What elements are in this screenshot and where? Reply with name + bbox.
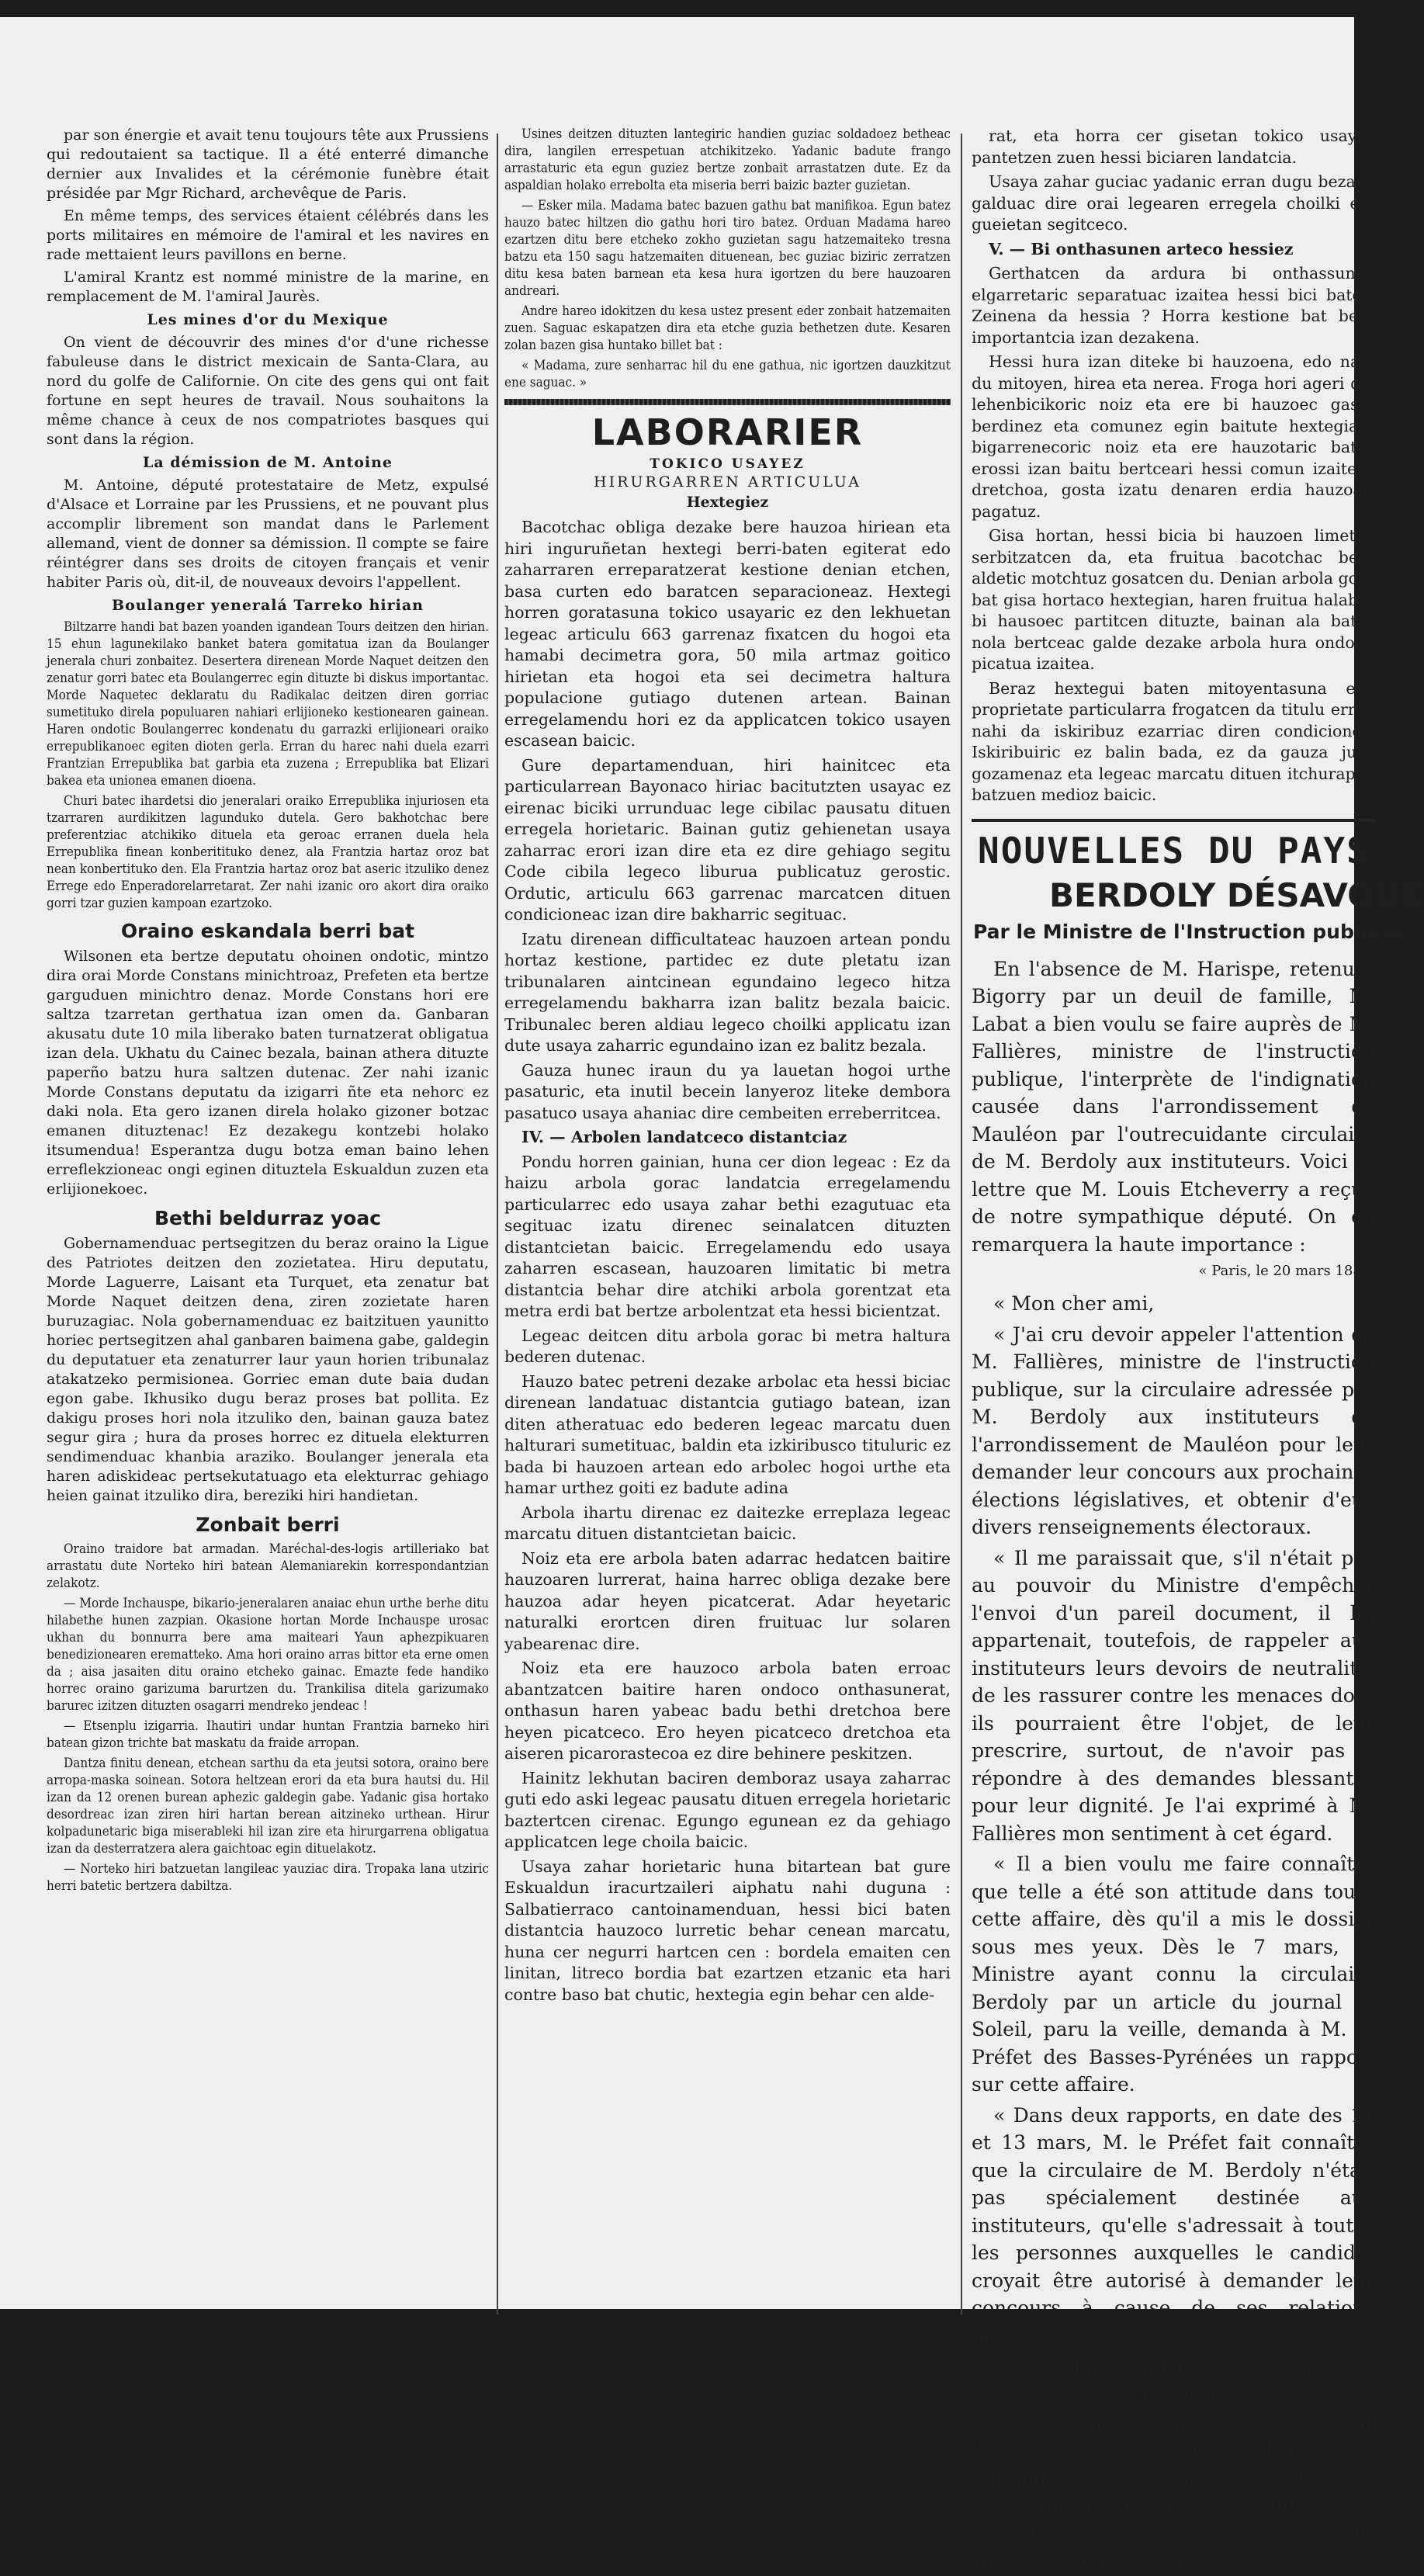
paragraph: « Il a bien voulu me faire connaître que telle a été son attitude dans toute cette affaire, dès qu'il a mis le dossier sous mes yeux. Dès le 7 mars, le Ministre ayant connu la circulaire Berdoly par un article du journal le Soleil, paru la veille, demanda à M. le Préfet des Basses-Pyrénées un rapport sur cette affaire. — [972, 1853, 1375, 2096]
paragraph: Usines deitzen dituzten lantegiric handien guziac soldadoez betheac dira, langilen errespetuan atchikitzeko. Yadanic badute frango arrastaturic eta egun guziez bertze zonbait arrastatzen dute. Ez da aspaldian holako errebolta eta miseria berri baizic bazter guzietan. — [504, 127, 951, 193]
article-heading: Hextegiez — [686, 494, 769, 511]
paragraph: Legeac deitcen ditu arbola gorac bi metra haltura bederen dutenac. — [504, 1326, 951, 1366]
column-middle — [504, 126, 951, 2009]
byline: Par le Ministre de l'Instruction publique — [973, 920, 1408, 943]
paragraph: Beraz hextegui baten mitoyentasuna edo proprietate particularra frogatcen da titulu erran nahi da iskiribuz ezarriac diren condicionez. Iskiribuiric ez balin bada, ez da gauza juya gozamenaz eta legeac marcatu dituen itchurapen batzuen medioz baicic. — [972, 678, 1375, 804]
paragraph: — Norteko hiri batzuetan langileac yauziac dira. Tropaka lana utziric herri batetic bertzera dabiltza. — [47, 1861, 489, 1894]
section-subtitle: TOKICO USAYEZ — [650, 456, 806, 472]
paragraph: — Morde Inchauspe, bikario-jeneralaren anaiac ehun urthe berhe ditu hilabethe hunen zazpian. Okasione hortan Morde Inchauspe urosac ukhan du bonnurra bere ama maiteari Yaun aphezpikuaren benedizionearen erematteko. Ama hori oraino arras bittor eta erne omen da ; aisa jasaiten ditu oraino etcheko gainac. Emazte fede handiko horrec oraino garizuma barurtzen du. Trankilisa ditela garizumako barurec izitzen dituzten osagarri mendreko jendeac ! — [47, 1596, 489, 1714]
paragraph: M. Antoine, député protestataire de Metz, expulsé d'Alsace et Lorraine par les Prussiens, et ne pouvant plus accomplir librement son mandat dans le Parlement allemand, vient de donner sa démission. Il compte se faire réintégrer dans ses droits de citoyen français et venir habiter Paris où, dit-il, de nouveaux devoirs l'appellent. — [47, 477, 489, 591]
article-heading: V. — Bi onthasunen arteco hessiez — [989, 239, 1294, 258]
section-title: LABORARIER — [591, 411, 864, 453]
paragraph: Churi batec ihardetsi dio jeneralari oraiko Errepublika injuriosen eta tzarraren aurdikitzen lagunduko dutela. Gero bakhotchac bere preferentziac atchikiko dituela eta geroac erranen duela hela Errepublika finean konberitituko denez, ala Frantzia hartaz oroz bat nean konbertituko den. Ela Frantzia hartaz oroz bat aseric itzuliko denez Errege edo Enperadorelarretarat. Zer nahi izanic oro akort dira oraiko gorri tzar guzien kampoan ezartzoko. — [47, 793, 489, 911]
paragraph: Gisa hortan, hessi bicia bi hauzoen limetan serbitzatcen da, eta fruitua bacotchac bere aldetic motchtuz gosatcen du. Denian arbola gora bat gisa hortaco hextegian, haren fruitua halaber bi hausoec partitcen dituzte, bainan ala batec nola bertceac galde dezake arbola hura ondotic picatua izaitea. — [972, 526, 1375, 673]
column-divider — [961, 133, 962, 2314]
column-right — [972, 126, 1424, 2576]
paragraph: — Esker mila. Madama batec bazuen gathu bat manifikoa. Egun batez hauzo batec hiltzen dio gathu hori tiro batez. Orduan Madama hareo ezartzen ditu bere etcheko zokho guzietan sagu hatzemaiteko tresna batzu eta 150 sagu hatzemaiten dituenean, bec guziac biziric zerratzen ditu kesa baten barnean eta kesa hura igortzen du bere hauzoaren andreari. — [504, 198, 951, 299]
paragraph: Hauzo batec petreni dezake arbolac eta hessi biciac direnean landatuac distantcia gutiago batean, izan diten atheratuac edo bederen legeac marcatu duen halturari sumetituac, baldin eta izkiribusco tituluric ez bada bi hauzoen artean edo arbolec hogoi urthe eta hamar urthez goiti ez badute adina — [504, 1371, 951, 1497]
section-heading: Oraino eskandala berri bat — [120, 920, 415, 942]
headline: BERDOLY DÉSAVOUÉ — [1049, 875, 1424, 914]
newspaper-page — [0, 17, 1424, 2571]
paragraph: En l'absence de M. Harispe, retenu à Bigorry par un deuil de famille, M. Labat a bien voulu se faire auprès de M. Fallières, ministre de l'instruction publique, l'interprète de l'indignation causée dans l'arrondissement de Mauléon par l'outrecuidante circulaire de M. Berdoly aux instituteurs. Voici la lettre que M. Louis Etcheverry a reçue de notre sympathique député. On en remarquera la haute importance : — [972, 957, 1375, 1256]
paragraph: Noiz eta ere arbola baten adarrac hedatcen baitire hauzoaren lurrerat, haina harrec obliga dezake bere hauzoa adar heyen picatcerat. Adar heyetaric naturalki erortcen diren fruituac lur solaren yabearenac dire. — [504, 1548, 951, 1653]
paragraph: Arbola ihartu direnac ez daitezke erreplaza legeac marcatu dituen distantcietan baicic. — [504, 1503, 951, 1543]
paragraph: « M. le Préfet terminait en protestant contre le soupçon que la circulaire eût été conçue ou inspirée par l'administration supérieure. Il défendait notamment de ce reproche M. Davenet, conseiller de préfecture et ami de M. Berdoly, et assurait qu'il n'était pour rien dans l'envoi de la circulaire. — [972, 2355, 1375, 2571]
paragraph: Usaya zahar guciac yadanic erran dugu bezala, galduac dire orai legearen erregela choilki eta gueietan segitceco. — [972, 172, 1375, 234]
paragraph: Oraino traidore bat armadan. Maréchal-des-logis artilleriako bat arrastatu dute Norteko hiri batean Alemaniarekin korrespondantzian zelakotz. — [47, 1541, 489, 1591]
paragraph: L'amiral Krantz est nommé ministre de la marine, en remplacement de M. l'amiral Jaurès. — [47, 269, 489, 305]
paragraph: « Il me paraissait que, s'il n'était pas au pouvoir du Ministre d'empêcher l'envoi d'un pareil document, il lui appartenait, toutefois, de rappeler aux instituteurs leurs devoirs de neutralité, de les rassurer contre les menaces dont ils pourraient être l'objet, de leur prescrire, surtout, de n'avoir pas à répondre à des demandes blessantes pour leur dignité. Je l'ai exprimé à M. Fallières mon sentiment à cet égard. — [972, 1546, 1375, 1845]
section-heading: Bethi beldurraz yoac — [154, 1207, 382, 1229]
paragraph: En même temps, des services étaient célébrés dans les ports militaires en mémoire de l'amiral et les navires en rade mettaient leurs pavillons en berne. — [47, 207, 489, 263]
paragraph: Dantza finitu denean, etchean sarthu da eta jeutsi sotora, oraino bere arropa-maska soinean. Sotora heltzean erori da eta bura hautsi du. Hil izan da 12 orenen burean aphezic galdegin gabe. Yadanic gisa hortako desordreac izan ziren hiri hartan berean aitzineko urthean. Hirur kolpadunetaric biga miserableki hil izan zire eta hirurgarrena obligatua izan da desterratzera alera gaichtoac egin dituelakotz. — [47, 1756, 489, 1857]
paragraph: Usaya zahar horietaric huna bitartean bat gure Eskualdun iracurtzaileri aiphatu nahi duguna : Salbatierraco cantoinamenduan, hessi bici baten distantcia hauzoco lurretic behar cenean marcatu, huna cer negurri hartcen cen : bordela emaiten cen linitan, litreco bordia bat ezartzen etzanic eta hari contre baso bat chutic, hextegia egin behar cen alde- — [504, 1857, 951, 2004]
paragraph: Noiz eta ere hauzoco arbola baten erroac abantzatcen baitire haren ondoco onthasunerat, onthasun haren yabeac badu bethi dretchoa bere heyen picatceco. Ero heyen picatceco dretchoa eta aiseren picarorastecoa ez dire behinere peskitzen. — [504, 1659, 951, 1763]
paragraph: rat, eta horra cer gisetan tokico usayac pantetzen zuen hessi biciaren landatcia. — [972, 127, 1375, 167]
paragraph: « Dans deux rapports, en date des 11 et 13 mars, M. le Préfet fait connaître que la circulaire de M. Berdoly n'était pas spécialement destinée aux instituteurs, qu'elle s'adressait à toutes les personnes auxquelles le candidat croyait être autorisé à demander leur concours à cause de ses relations personnelles. — [972, 2103, 1375, 2347]
article-number: HIRURGARREN ARTICULUA — [594, 473, 861, 491]
paragraph: « Madama, zure senharrac hil du ene gathua, nic igortzen dauzkitzut ene saguac. » — [504, 358, 951, 390]
ornamental-rule — [504, 399, 951, 405]
paragraph: Gerthatcen da ardura bi onthassunen elgarretaric separatuac izaitea hessi bici batez. Zeinena da hessia ? Horra kestione bat bere importantcia izan dezakena. — [972, 264, 1375, 347]
section-heading: Les mines d'or du Mexique — [147, 311, 389, 328]
paragraph: Izatu direnean difficultateac hauzoen artean pondu hortaz kestione, partidec ez dute pletatu izan tribunalaren aintcinean egundaino legeco hitza erregelamendu bakharra izan balitz bezala baicic. Tribunalec beren aldiau legeco choilki applicatu izan dute usaya zaharric egundaino izan ez balitz bezala. — [504, 929, 951, 1055]
paragraph: Biltzarre handi bat bazen yoanden igandean Tours deitzen den hirian. 15 ehun lagunekilako banket batera gomitatua izan da Boulanger jenerala churi zonbaitez. Desertera direnean Morde Naquet deitzen den zenatur gorri batec eta Boulangerrec egin dituzte bi diskus importantac. Morde Naquetec deklaratu du Radikalac deitzen diren gorriac sumetituko direla populuaren nahiari erlijioneko kestionearen gainean. Haren ondotic Boulangerrec kondenatu du garrazki erlijioneari oraiko errepublikanoec egiten dioten gerla. Erran du harec nahi duela ezarri Frantzian Errepublika bat garbia eta zuzena ; Errepublika bat Elizari bakea eta unionea emanen dioena. — [47, 619, 489, 789]
article-heading: IV. — Arbolen landatceco distantciaz — [521, 1128, 847, 1146]
column-left — [47, 126, 489, 1898]
section-heading: Boulanger yeneralá Tarreko hirian — [112, 597, 424, 614]
section-heading: Zonbait berri — [196, 1513, 340, 1536]
paragraph: Gure departamenduan, hiri hainitcec eta particularrean Bayonaco hiriac bacitutzten usayac ez eirenac biciki urrunduac lege cibilac pausatu dituen erregela horietaric. Bainan gutiz gehienetan usaya zaharrac erori izan dire eta ez dire gehiago segitu Code cibila legeco liburua publicatuz gerostic. Ordutic, articulu 663 garrenac marcatcen dituen condicioneac izan dire bakharric segituac. — [504, 755, 951, 924]
dateline: « Paris, le 20 mars 1889. — [1198, 1263, 1375, 1279]
paragraph: On vient de découvrir des mines d'or d'une richesse fabuleuse dans le district mexicain de Santa-Clara, au nord du golfe de Californie. On cite des gens qui ont fait fortune en sept heures de travail. Nous souhaitons la même chance à ceux de nos compatriotes basques qui sont dans la région. — [47, 334, 489, 448]
paragraph: par son énergie et avait tenu toujours tête aux Prussiens qui redoutaient sa tactique. Il a été enterré dimanche dernier aux Invalides et la cérémonie funèbre était présidée par Mgr Richard, archevêque de Paris. — [47, 127, 489, 202]
section-rule — [972, 819, 1375, 822]
paragraph: Wilsonen eta bertze deputatu ohoinen ondotic, mintzo dira orai Morde Constans minichtroaz, Prefeten eta bertze garguduen minichtro denaz. Morde Constans hori ere saltza tzarretan gerthatua izan omen da. Ganbaran akusatu dute 10 mila liberako baten turnatzerat obligatua izan dela. Ukhatu du Cainec bezala, bainan athera dituzte paperño batzu hura saltzen dutenac. Zer nahi izanic Morde Constans deputatu da izigarri ñte eta nehorc ez daki nola. Eta gero izanen direla holako gizoner botzac emanen dituztenac! Ez dezakegu kontzebi holako itsumendua! Esperantza dugu botza eman baino lehen erreflekzioneac ongi eginen dituztela Eskualdun zuzen eta erlijionekoec. — [47, 948, 489, 1198]
paragraph: Andre hareo idokitzen du kesa ustez present eder zonbait hatzemaiten zuen. Saguac eskapatzen dira eta etche guzia bethetzen dute. Kesaren zolan bazen gisa huntako billet bat : — [504, 303, 951, 353]
paragraph: Hessi hura izan diteke bi hauzoena, edo nahi du mitoyen, hirea eta nerea. Froga hori ageri da, lehenbicikoric noiz eta ere bi hauzoec gastu berdinez eta comunez egin baitute hextegia ; bigarrenecoric noiz eta ere hauzotaric batec erossi izan baitu bertceari hessi comun izaiteco dretchoa, gosta izatu denaren erdia hauzoari pagatuz. — [972, 352, 1375, 521]
section-heading: La démission de M. Antoine — [142, 454, 393, 471]
column-divider — [497, 133, 498, 2314]
paragraph: Pondu horren gainian, huna cer dion legeac : Ez da haizu arbola gorac landatcia erregelamendu particularrec edo usaya zahar bethi ezagutuac eta segituac izatu direnec seinalatcen dituzten distantcietan baicic. Erregelamendu edo usaya zaharren escasean, hauzoaren limitatic bi metra distantcia behar dire atchiki arbola gorentzat eta metra erdi bat bertze arbolentzat eta hessi bicientzat. — [504, 1152, 951, 1320]
paragraph: Gobernamenduac pertsegitzen du beraz oraino la Ligue des Patriotes deitzen den zozietatea. Hiru deputatu, Morde Laguerre, Laisant eta Turquet, eta zenatur bat Morde Naquet deitzen dena, ziren zozietate haren buruzagiac. Nola gobernamenduac ez baitzituen yaunitto horiec pertsegitzen ahal ganbaren baimena gabe, galdegin du deputatuer eta zenaturrer laur yaun horien tribunalaz atakatzeko permisionea. Gorriec eman dute baia dudan egon gabe. Ikhusiko dugu beraz proses bat pollita. Ez dakigu proses hori nola itzuliko den, bainan gauza batez segur gira ; hura da proses horrec ez dituela elekturren sendimenduac khanbia araziko. Boulanger jenerala eta haren adiskideac pertsekutatuago eta elekturrac gehiago heien gainat itzuliko dira, bereziki hiri handietan. — [47, 1235, 489, 1504]
paragraph: Hainitz lekhutan baciren demboraz usaya zaharrac guti edo aski legeac pausatu dituen erregela horietaric baztertcen cirenac. Egungo egunean ez da gehiago applicatcen lege choila baicic. — [504, 1768, 951, 1851]
section-title: NOUVELLES DU PAYS — [978, 829, 1370, 872]
paragraph: « J'ai cru devoir appeler l'attention de M. Fallières, ministre de l'instruction publique, sur la circulaire adressée par M. Berdoly aux instituteurs de l'arrondissement de Mauléon pour leur demander leur concours aux prochaines élections législatives, et obtenir d'eux divers renseignements électoraux. — [972, 1323, 1375, 1538]
paragraph: — Etsenplu izigarria. Ihautiri undar huntan Frantzia barneko hiri batean gizon trichte bat maskatu da fraide arropan. — [47, 1718, 489, 1751]
salutation: « Mon cher ami, — [993, 1292, 1155, 1315]
paragraph: Gauza hunec iraun du ya lauetan hogoi urthe pasaturic, eta inutil becein lanyeroz liteke dembora pasatuco usaya ahaniac dire cembeiten erreberritcea. — [504, 1060, 951, 1122]
paragraph: Bacotchac obliga dezake bere hauzoa hiriean eta hiri inguruñetan hextegi berri-baten egiterat edo zaharraren erreparatzerat kestione denian etchen, basa curten edo baratcen separacioneaz. Hextegi horren goratasuna tokico usayaric ez den lekhuetan legeac articulu 663 garrenaz fixatcen du hogoi eta hamabi decimetra gora, 50 mila artmaz goitico hirietan eta hogoi eta sei decimetra haltura populacione gutiago dutenen artean. Bainan erregelamendu hori ez da applicatcen tokico usayen escasean baicic. — [504, 518, 951, 750]
